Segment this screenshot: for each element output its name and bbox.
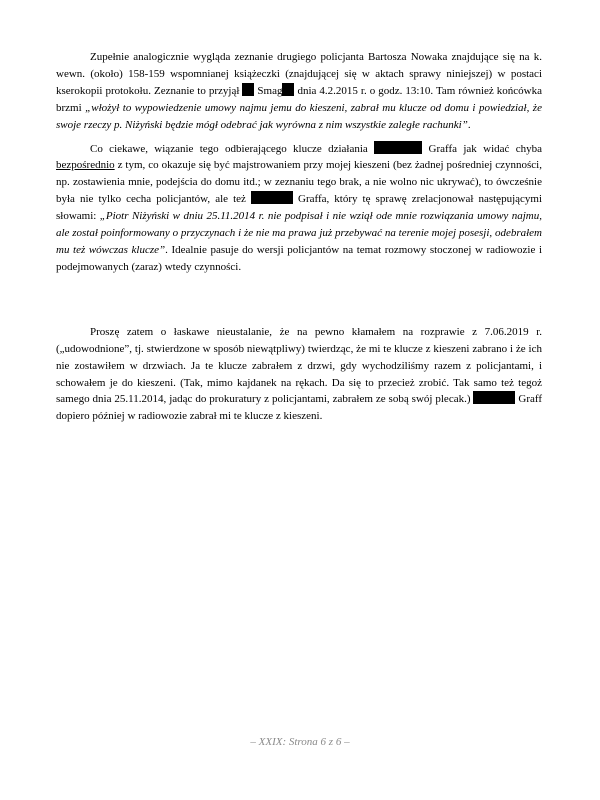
p1-quote: „włożył to wypowiedzenie umowy najmu jemu do kieszeni, zabrał mu klucze od domu i powiedział, że swoje rzeczy p. Niżyński będzie mógł odebrać jak wyrówna z nim wszystkie zaległe rachunki” <box>56 101 542 131</box>
p1-text-b: Smag <box>254 84 283 97</box>
p2-underlined-word: bezpośrednio <box>56 159 115 172</box>
p2-text-b: Graffa jak widać chyba <box>422 142 543 155</box>
p2-quote: „Piotr Niżyński w dniu 25.11.2014 r. nie podpisał i nie wziął ode mnie rozwiązania umowy najmu, ale został poinformowany o przyczynach i że nie ma prawa już przebywać na terenie mojej posesji, odebrałem mu też wówczas klucze” <box>56 210 542 256</box>
p3-text-a: Proszę zatem o łaskawe nieustalanie, że na pewno kłamałem na rozprawie z 7.06.2019 r. („udowodnione”, tj. stwierdzone w sposób niewątpliwy) twierdząc, że mi te klucze z kieszeni zabrano i że ich nie zostawiłem w drzwiach. Ja te klucze zabrałem z drzwi, gdy wychodziliśmy razem z policjantami, i schowałem je do kieszeni. (Tak, mimo kajdanek na rękach. Da się to przecież zrobić. Tak samo też tegoż samego dnia 25.11.2014, jadąc do prokuratury z policjantami, zabrałem ze sobą swój plecak.) <box>56 325 542 406</box>
redaction-box <box>251 191 293 204</box>
p2-text-e: . Idealnie pasuje do wersji policjantów na temat rozmowy stoczonej w radiowozie i podejmowanych (zaraz) wtedy czynności. <box>56 243 542 273</box>
p1-text-a: Zupełnie analogicznie wygląda zeznanie drugiego policjanta Bartosza Nowaka znajdujące się na k. wewn. (około) 158-159 wspomnianej książeczki (znajdującej się w aktach sprawy niniejszej) w postaci kserokopii protokołu. Zeznanie to przyjął <box>56 51 542 97</box>
p2-text-c: z tym, co okazuje się być majstrowaniem przy mojej kieszeni (bez żadnej pośredniej czynności, np. zostawienia mnie, podejścia do domu itd.; w zeznaniu tego brak, a nie wolno nic ukrywać), to ówcześnie była nie tylko cecha policjantów, ale też <box>56 159 542 206</box>
redaction-box <box>282 83 294 96</box>
p3-text-b: Graff dopiero później w radiowozie zabrał mi te klucze z kieszeni. <box>56 393 542 423</box>
p2-text-a: Co ciekawe, wiązanie tego odbierającego klucze działania <box>90 142 375 155</box>
redaction-box <box>242 83 254 96</box>
redaction-box <box>374 141 422 154</box>
page-footer: – XXIX: Strona 6 z 6 – <box>250 736 350 748</box>
document-body <box>56 49 542 425</box>
p2-text-d: Graffa, który tę sprawę zrelacjonował następującymi słowami: <box>56 193 543 223</box>
p1-text-c: dnia 4.2.2015 r. o godz. 13:10. Tam również końcówka brzmi <box>56 84 542 114</box>
paragraph-2 <box>56 141 542 276</box>
paragraph-3 <box>56 324 542 425</box>
paragraph-1 <box>56 49 542 134</box>
p1-end: . <box>467 118 471 131</box>
redaction-box <box>473 391 515 404</box>
